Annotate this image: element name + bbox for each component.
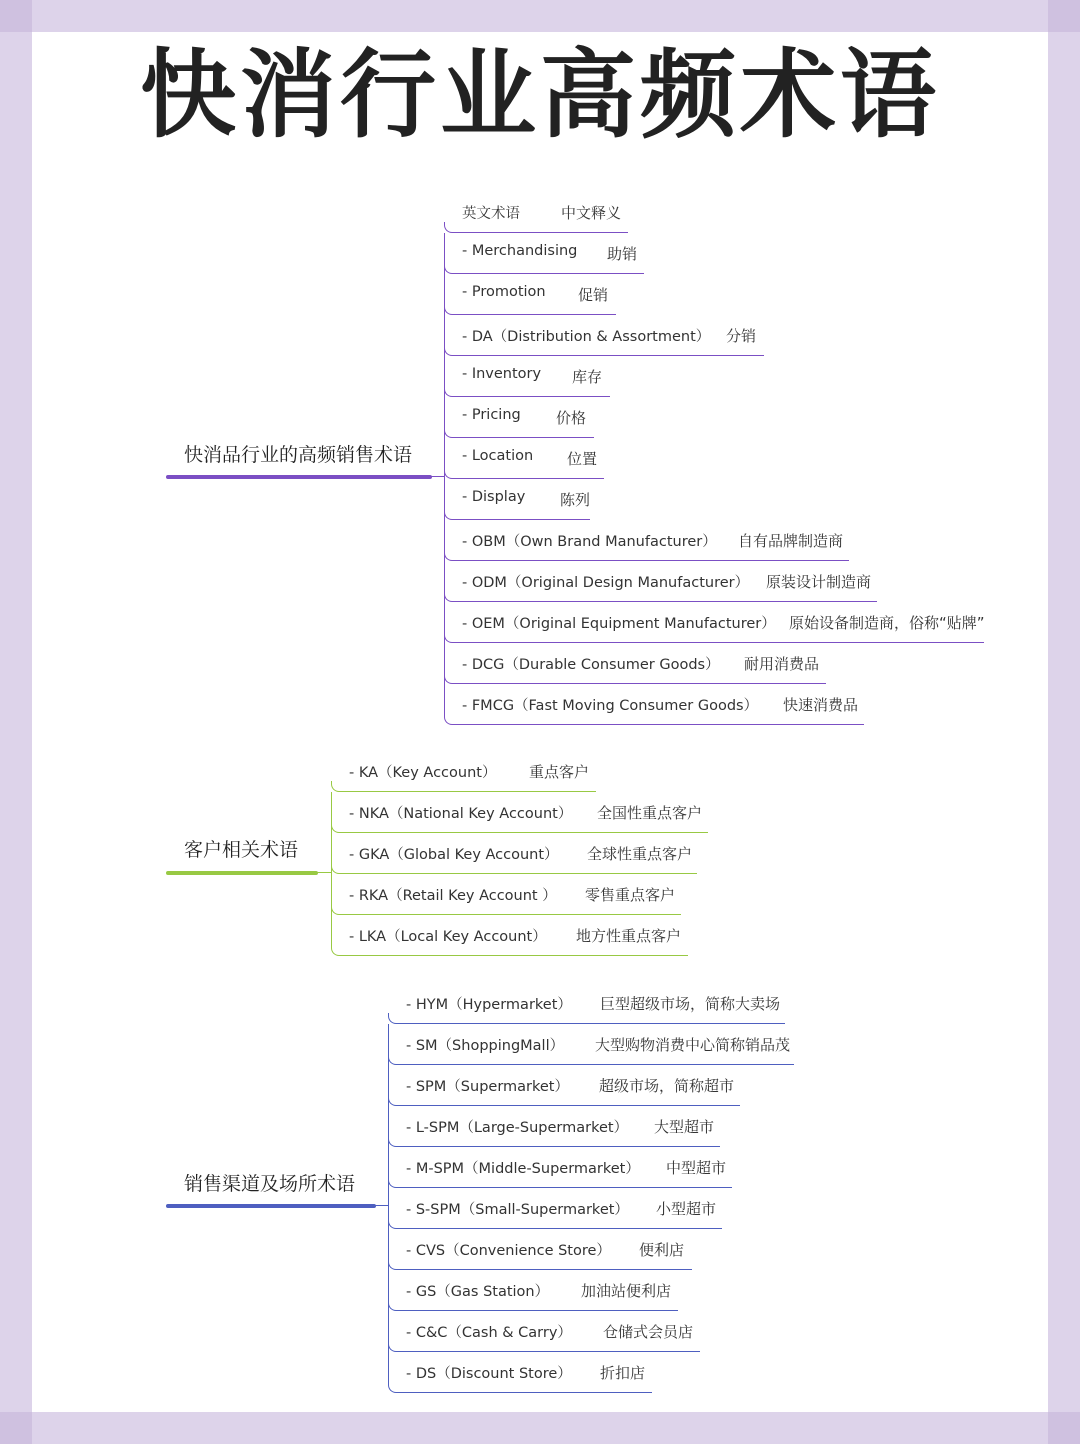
term-row bbox=[444, 315, 764, 356]
frame-top bbox=[0, 0, 1080, 32]
row-connector bbox=[388, 1300, 399, 1311]
row-connector bbox=[331, 945, 342, 956]
term-en: - FMCG（Fast Moving Consumer Goods） bbox=[462, 698, 759, 714]
branch-link bbox=[316, 872, 332, 873]
term-row bbox=[444, 684, 864, 725]
term-cn: 地方性重点客户 bbox=[576, 927, 682, 945]
term-en: - Promotion bbox=[462, 284, 546, 300]
term-en: - OBM（Own Brand Manufacturer） bbox=[462, 534, 717, 550]
term-row bbox=[331, 792, 708, 833]
term-en: - SM（ShoppingMall） bbox=[406, 1038, 565, 1054]
term-cn: 仓储式会员店 bbox=[603, 1323, 694, 1341]
term-row bbox=[444, 274, 616, 315]
term-cn: 全国性重点客户 bbox=[597, 804, 703, 822]
term-en: - S-SPM（Small-Supermarket） bbox=[406, 1202, 629, 1218]
term-en: - Location bbox=[462, 448, 534, 464]
term-cn: 巨型超级市场，简称大卖场 bbox=[600, 995, 781, 1013]
row-connector bbox=[444, 263, 455, 274]
term-en: - M-SPM（Middle-Supermarket） bbox=[406, 1161, 640, 1177]
term-row bbox=[388, 1311, 700, 1352]
row-underline bbox=[339, 955, 688, 956]
term-cn: 原始设备制造商，俗称“贴牌” bbox=[789, 614, 985, 632]
term-row bbox=[444, 356, 610, 397]
frame-corner bbox=[1048, 1412, 1080, 1444]
term-row bbox=[388, 1352, 652, 1393]
row-connector bbox=[388, 1382, 399, 1393]
row-connector bbox=[331, 904, 342, 915]
branch-label: 客户相关术语 bbox=[184, 839, 299, 861]
term-cn: 全球性重点客户 bbox=[587, 845, 693, 863]
term-row bbox=[444, 233, 644, 274]
term-cn: 分销 bbox=[726, 327, 757, 345]
row-connector bbox=[444, 222, 455, 233]
term-row bbox=[388, 1188, 722, 1229]
term-en: - HYM（Hypermarket） bbox=[406, 997, 572, 1013]
page-title: 快消行业高频术语 bbox=[140, 39, 940, 151]
term-cn: 快速消费品 bbox=[783, 696, 859, 714]
term-en: - CVS（Convenience Store） bbox=[406, 1243, 611, 1259]
term-row bbox=[444, 479, 590, 520]
branch-label: 快消品行业的高频销售术语 bbox=[184, 444, 413, 466]
term-cn: 超级市场，简称超市 bbox=[599, 1077, 735, 1095]
row-connector bbox=[331, 822, 342, 833]
row-connector bbox=[444, 386, 455, 397]
term-row bbox=[444, 561, 877, 602]
term-row bbox=[388, 1024, 794, 1065]
term-en: - NKA（National Key Account） bbox=[349, 806, 573, 822]
term-en: - DS（Discount Store） bbox=[406, 1366, 572, 1382]
branch-underline bbox=[166, 475, 432, 479]
term-en: - RKA（Retail Key Account ） bbox=[349, 888, 557, 904]
row-connector bbox=[388, 1054, 399, 1065]
term-cn: 陈列 bbox=[560, 491, 591, 509]
term-cn: 助销 bbox=[607, 245, 638, 263]
term-en: - LKA（Local Key Account） bbox=[349, 929, 547, 945]
row-connector bbox=[331, 781, 342, 792]
term-cn: 中型超市 bbox=[666, 1159, 727, 1177]
branch-underline bbox=[166, 1204, 376, 1208]
row-underline bbox=[452, 724, 864, 725]
term-en: - GS（Gas Station） bbox=[406, 1284, 550, 1300]
term-en: - SPM（Supermarket） bbox=[406, 1079, 569, 1095]
row-connector bbox=[444, 427, 455, 438]
row-underline bbox=[396, 1392, 652, 1393]
term-row bbox=[444, 397, 594, 438]
term-row bbox=[331, 915, 688, 956]
term-cn: 折扣店 bbox=[600, 1364, 646, 1382]
header-en: 英文术语 bbox=[462, 206, 520, 222]
term-en: - ODM（Original Design Manufacturer） bbox=[462, 575, 750, 591]
frame-left bbox=[0, 0, 32, 1444]
term-en: - KA（Key Account） bbox=[349, 765, 497, 781]
term-cn: 重点客户 bbox=[529, 763, 590, 781]
term-row bbox=[444, 520, 849, 561]
term-en: - DCG（Durable Consumer Goods） bbox=[462, 657, 720, 673]
term-cn: 零售重点客户 bbox=[585, 886, 676, 904]
header-row bbox=[444, 192, 628, 233]
term-row bbox=[444, 602, 984, 643]
term-en: - Inventory bbox=[462, 366, 542, 382]
term-cn: 自有品牌制造商 bbox=[738, 532, 844, 550]
term-row bbox=[388, 1229, 692, 1270]
term-cn: 小型超市 bbox=[656, 1200, 717, 1218]
term-cn: 加油站便利店 bbox=[581, 1282, 672, 1300]
row-connector bbox=[444, 673, 455, 684]
term-cn: 原装设计制造商 bbox=[766, 573, 872, 591]
branch-label: 销售渠道及场所术语 bbox=[184, 1173, 356, 1195]
header-cn: 中文释义 bbox=[561, 204, 622, 222]
term-cn: 大型购物消费中心简称销品茂 bbox=[595, 1036, 791, 1054]
term-en: - GKA（Global Key Account） bbox=[349, 847, 559, 863]
frame-bottom bbox=[0, 1412, 1080, 1444]
term-row bbox=[331, 833, 697, 874]
frame-corner bbox=[0, 0, 32, 32]
term-en: - Pricing bbox=[462, 407, 521, 423]
term-row bbox=[331, 874, 681, 915]
row-connector bbox=[444, 509, 455, 520]
row-connector bbox=[444, 632, 455, 643]
branch-link bbox=[374, 1205, 389, 1206]
row-connector bbox=[444, 550, 455, 561]
row-connector bbox=[388, 1218, 399, 1229]
term-cn: 位置 bbox=[567, 450, 598, 468]
term-en: - Merchandising bbox=[462, 243, 578, 259]
term-row bbox=[444, 438, 604, 479]
term-row bbox=[388, 1147, 732, 1188]
term-row bbox=[331, 751, 596, 792]
branch-link bbox=[430, 476, 445, 477]
term-en: - L-SPM（Large-Supermarket） bbox=[406, 1120, 629, 1136]
term-row bbox=[388, 1106, 720, 1147]
term-cn: 耐用消费品 bbox=[744, 655, 820, 673]
row-connector bbox=[388, 1341, 399, 1352]
row-connector bbox=[444, 714, 455, 725]
row-connector bbox=[444, 468, 455, 479]
row-connector bbox=[444, 345, 455, 356]
term-row bbox=[444, 643, 826, 684]
row-connector bbox=[388, 1095, 399, 1106]
term-row bbox=[388, 983, 785, 1024]
term-en: - DA（Distribution & Assortment） bbox=[462, 329, 711, 345]
row-connector bbox=[388, 1013, 399, 1024]
row-connector bbox=[388, 1177, 399, 1188]
frame-corner bbox=[0, 1412, 32, 1444]
term-cn: 促销 bbox=[578, 286, 609, 304]
frame-corner bbox=[1048, 0, 1080, 32]
term-cn: 库存 bbox=[572, 368, 603, 386]
row-connector bbox=[331, 863, 342, 874]
term-en: - OEM（Original Equipment Manufacturer） bbox=[462, 616, 776, 632]
term-en: - Display bbox=[462, 489, 526, 505]
term-cn: 价格 bbox=[556, 409, 587, 427]
term-row bbox=[388, 1270, 678, 1311]
row-connector bbox=[444, 304, 455, 315]
frame-right bbox=[1048, 0, 1080, 1444]
term-cn: 便利店 bbox=[639, 1241, 685, 1259]
branch-underline bbox=[166, 871, 318, 875]
row-connector bbox=[388, 1136, 399, 1147]
term-cn: 大型超市 bbox=[654, 1118, 715, 1136]
row-connector bbox=[388, 1259, 399, 1270]
term-row bbox=[388, 1065, 740, 1106]
row-connector bbox=[444, 591, 455, 602]
term-en: - C&C（Cash & Carry） bbox=[406, 1325, 572, 1341]
